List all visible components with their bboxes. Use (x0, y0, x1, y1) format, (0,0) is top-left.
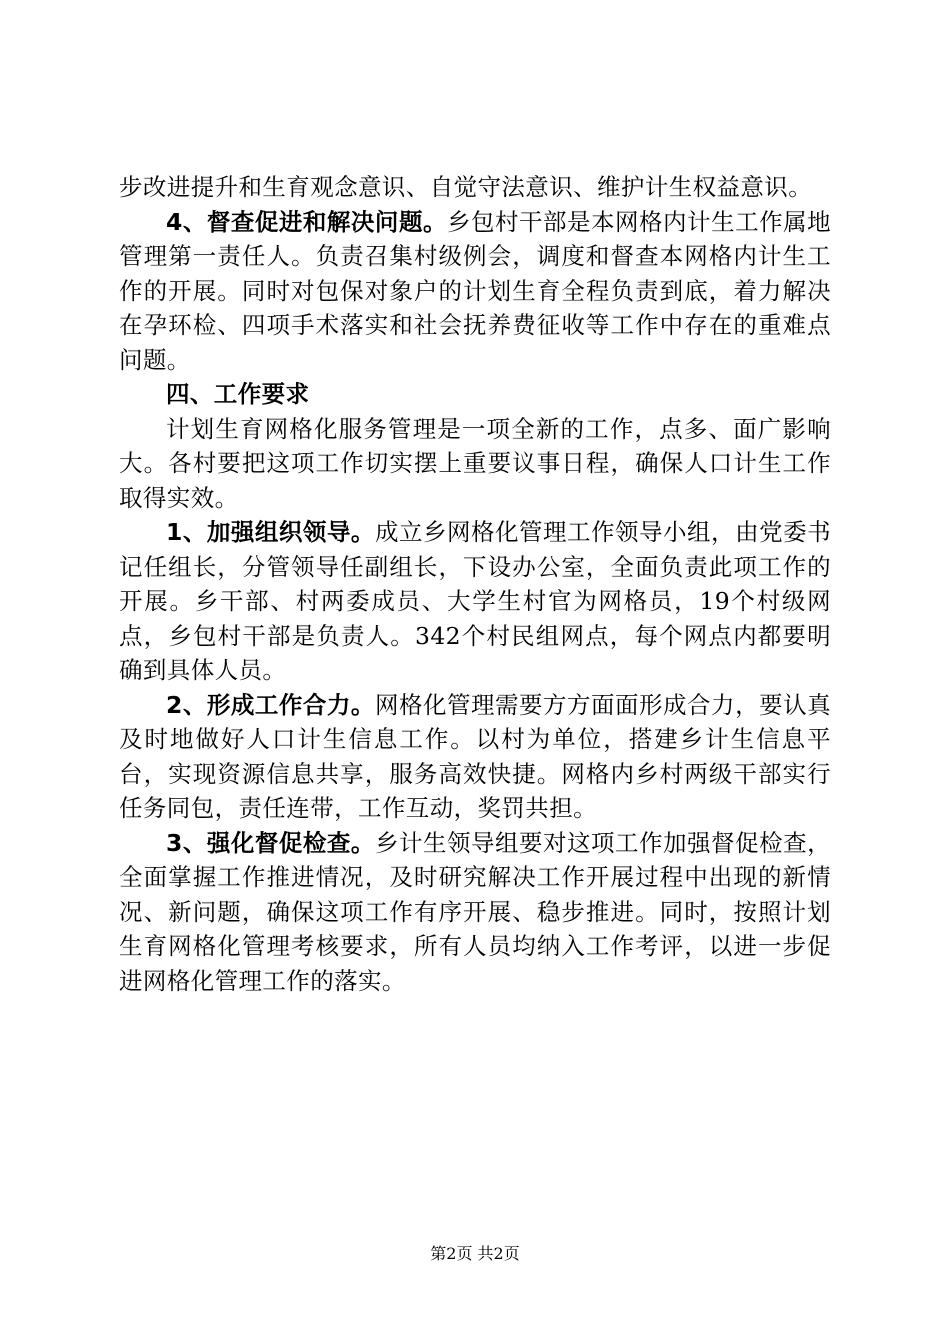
paragraph-lead: 4、督查促进和解决问题。 (166, 207, 447, 236)
page-number: 第2页 共2页 (430, 1244, 520, 1263)
paragraph-intro (119, 412, 831, 516)
paragraph-text: 步改进提升和生育观念意识、自觉守法意识、维护计生权益意识。 (119, 173, 813, 201)
section-heading: 四、工作要求 (166, 380, 310, 408)
paragraph-item-3 (119, 826, 831, 999)
paragraph-continuation (119, 170, 831, 205)
paragraph-text: 计划生育网格化服务管理是一项全新的工作，点多、面广影响大。各村要把这项工作切实摆上重要议事日程，确保人口计生工作取得实效。 (119, 414, 831, 512)
paragraph-text: 乡包村干部是本网格内计生工作属地管理第一责任人。负责召集村级例会，调度和督查本网格内计生工作的开展。同时对包保对象户的计划生育全程负责到底，着力解决在孕环检、四项手术落实和社会抚养费征收等工作中存在的重难点问题。 (119, 207, 832, 374)
page-footer (0, 1244, 950, 1264)
paragraph-text: 网格化管理需要方方面面形成合力，要认真及时地做好人口计生信息工作。以村为单位，搭建乡计生信息平台，实现资源信息共享，服务高效快捷。网格内乡村两级干部实行任务同包，责任连带，工作互动，奖罚共担。 (119, 690, 831, 822)
paragraph-lead: 1、加强组织领导。 (166, 518, 375, 546)
document-body (119, 170, 831, 998)
paragraph-item-1 (119, 515, 831, 688)
paragraph-lead: 3、强化督促检查。 (166, 828, 375, 857)
paragraph-text: 乡计生领导组要对这项工作加强督促检查，全面掌握工作推进情况，及时研究解决工作开展过程中出现的新情况、新问题，确保这项工作有序开展、稳步推进。同时，按照计划生育网格化管理考核要求，所有人员均纳入工作考评，以进一步促进网格化管理工作的落实。 (119, 828, 831, 995)
paragraph-lead: 2、形成工作合力。 (166, 690, 375, 719)
paragraph-text: 成立乡网格化管理工作领导小组，由党委书记任组长，分管领导任副组长，下设办公室，全面负责此项工作的开展。乡干部、村两委成员、大学生村官为网格员，19个村级网点，乡包村干部是负责人。342个村民组网点，每个网点内都要明确到具体人员。 (119, 518, 831, 684)
paragraph-item-4 (119, 205, 831, 378)
paragraph-item-2 (119, 688, 831, 826)
